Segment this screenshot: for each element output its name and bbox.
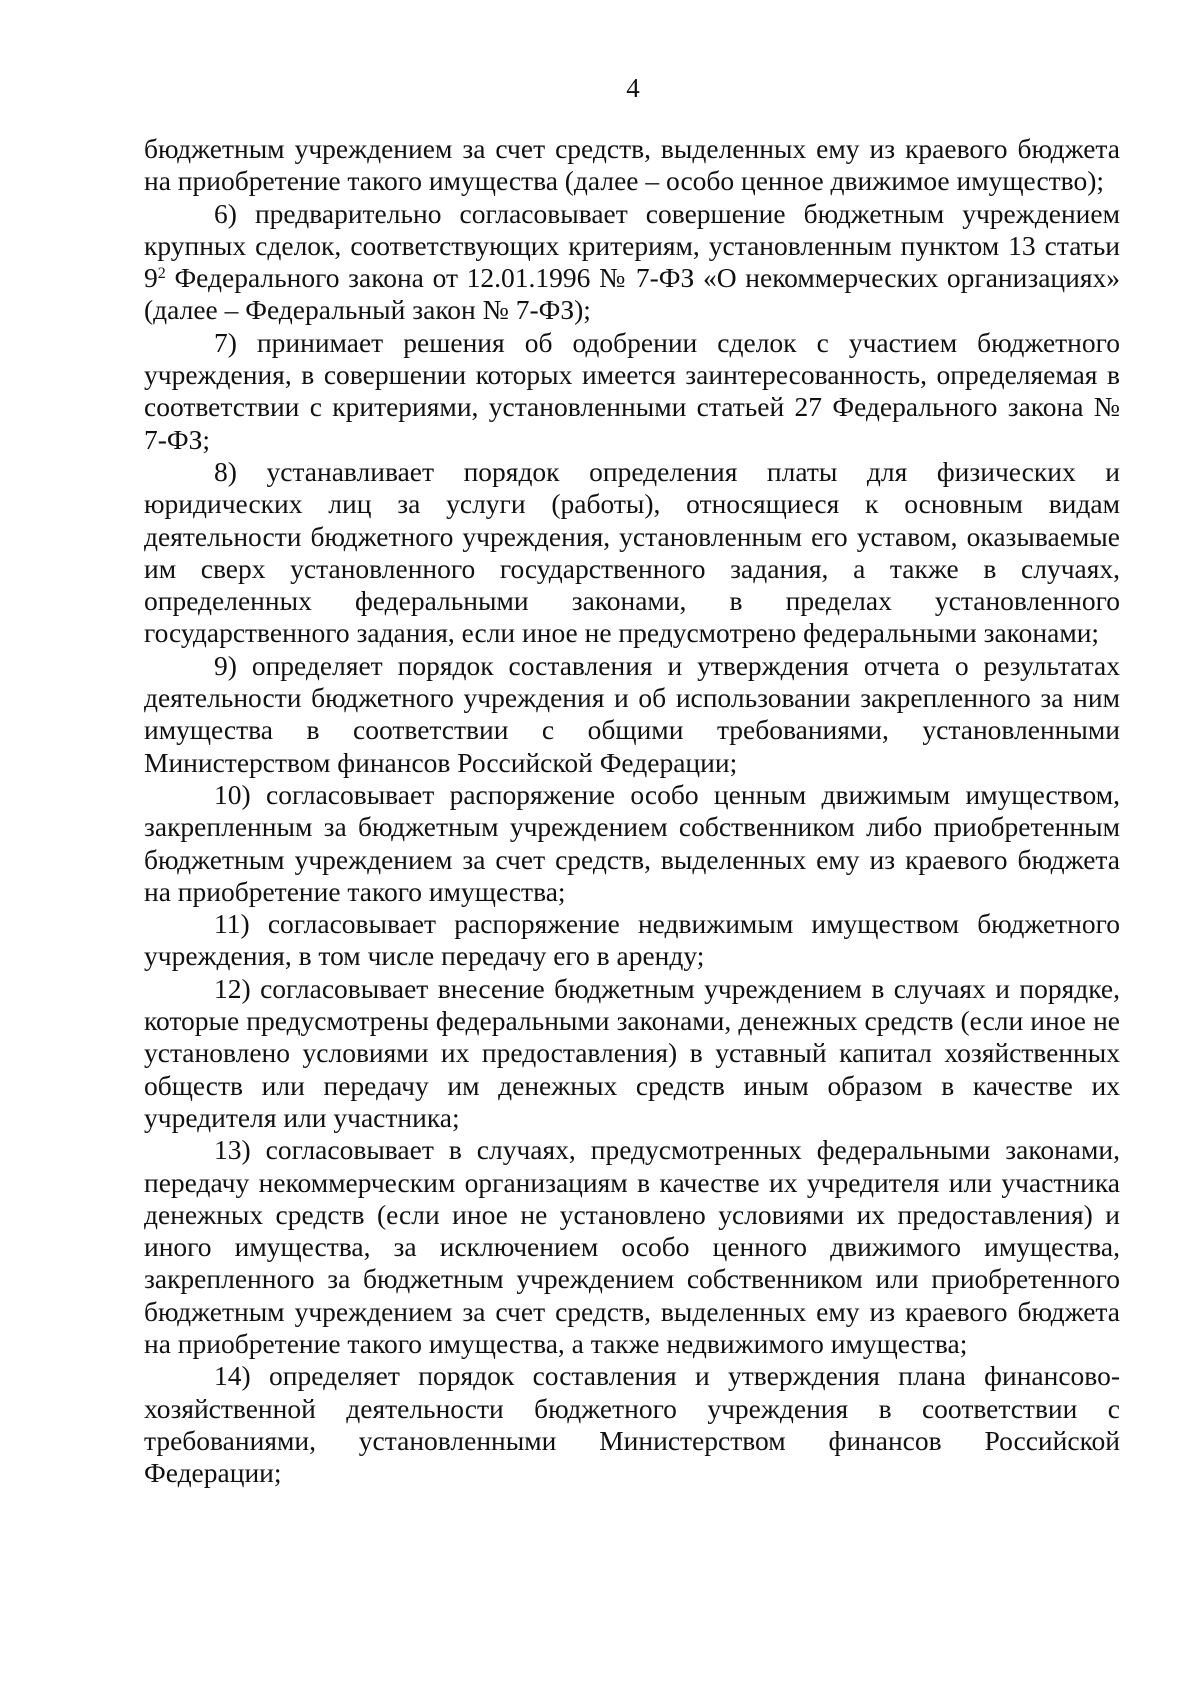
paragraph-item-6 bbox=[144, 198, 1120, 327]
paragraph-item-6-text-end: Федерального закона от 12.01.1996 № 7-ФЗ «О некоммерческих организациях» (далее – Федеральный закон № 7-ФЗ); bbox=[144, 262, 1120, 326]
paragraph-item-8: 8) устанавливает порядок определения платы для физических и юридических лиц за услуги (работы), относящиеся к основным видам деятельности бюджетного учреждения, установленным его уставом, оказываемые им сверх установленного государственного задания, а также в случаях, определенных федеральными законами, в пределах установленного государственного задания, если иное не предусмотрено федеральными законами; bbox=[144, 455, 1120, 649]
paragraph-item-10: 10) согласовывает распоряжение особо ценным движимым имуществом, закрепленным за бюджетным учреждением собственником либо приобретенным бюджетным учреждением за счет средств, выделенных ему из краевого бюджета на приобретение такого имущества; bbox=[144, 778, 1120, 907]
paragraph-item-7: 7) принимает решения об одобрении сделок с участием бюджетного учреждения, в совершении которых имеется заинтересованность, определяемая в соответствии с критериями, установленными статьей 27 Федерального закона № 7-ФЗ; bbox=[144, 326, 1120, 455]
superscript: 2 bbox=[157, 265, 166, 283]
page-number: 4 bbox=[626, 73, 640, 103]
paragraph-item-6-text-start: 6) предварительно согласовывает совершение бюджетным учреждением крупных сделок, соответствующих критериям, установленным пунктом 13 статьи 9 bbox=[144, 197, 1120, 294]
paragraph-continuation: бюджетным учреждением за счет средств, выделенных ему из краевого бюджета на приобретение такого имущества (далее – особо ценное движимое имущество); bbox=[144, 133, 1120, 197]
paragraph-item-9: 9) определяет порядок составления и утверждения отчета о результатах деятельности бюджетного учреждения и об использовании закрепленного за ним имущества в соответствии с общими требованиями, установленными Министерством финансов Российской Федерации; bbox=[144, 649, 1120, 778]
paragraph-item-11: 11) согласовывает распоряжение недвижимым имуществом бюджетного учреждения, в том числе передачу его в аренду; bbox=[144, 908, 1120, 972]
paragraph-item-14: 14) определяет порядок составления и утверждения плана финансово-хозяйственной деятельности бюджетного учреждения в соответствии с требованиями, установленными Министерством финансов Российской Федерации; bbox=[144, 1360, 1120, 1489]
paragraph-item-12: 12) согласовывает внесение бюджетным учреждением в случаях и порядке, которые предусмотрены федеральными законами, денежных средств (если иное не установлено условиями их предоставления) в уставный капитал хозяйственных обществ или передачу им денежных средств иным образом в качестве их учредителя или участника; bbox=[144, 972, 1120, 1133]
document-body bbox=[144, 133, 1120, 1489]
paragraph-item-13: 13) согласовывает в случаях, предусмотренных федеральными законами, передачу некоммерческим организациям в качестве их учредителя или участника денежных средств (если иное не установлено условиями их предоставления) и иного имущества, за исключением особо ценного движимого имущества, закрепленного за бюджетным учреждением собственником или приобретенного бюджетным учреждением за счет средств, выделенных ему из краевого бюджета на приобретение такого имущества, а также недвижимого имущества; bbox=[144, 1134, 1120, 1359]
